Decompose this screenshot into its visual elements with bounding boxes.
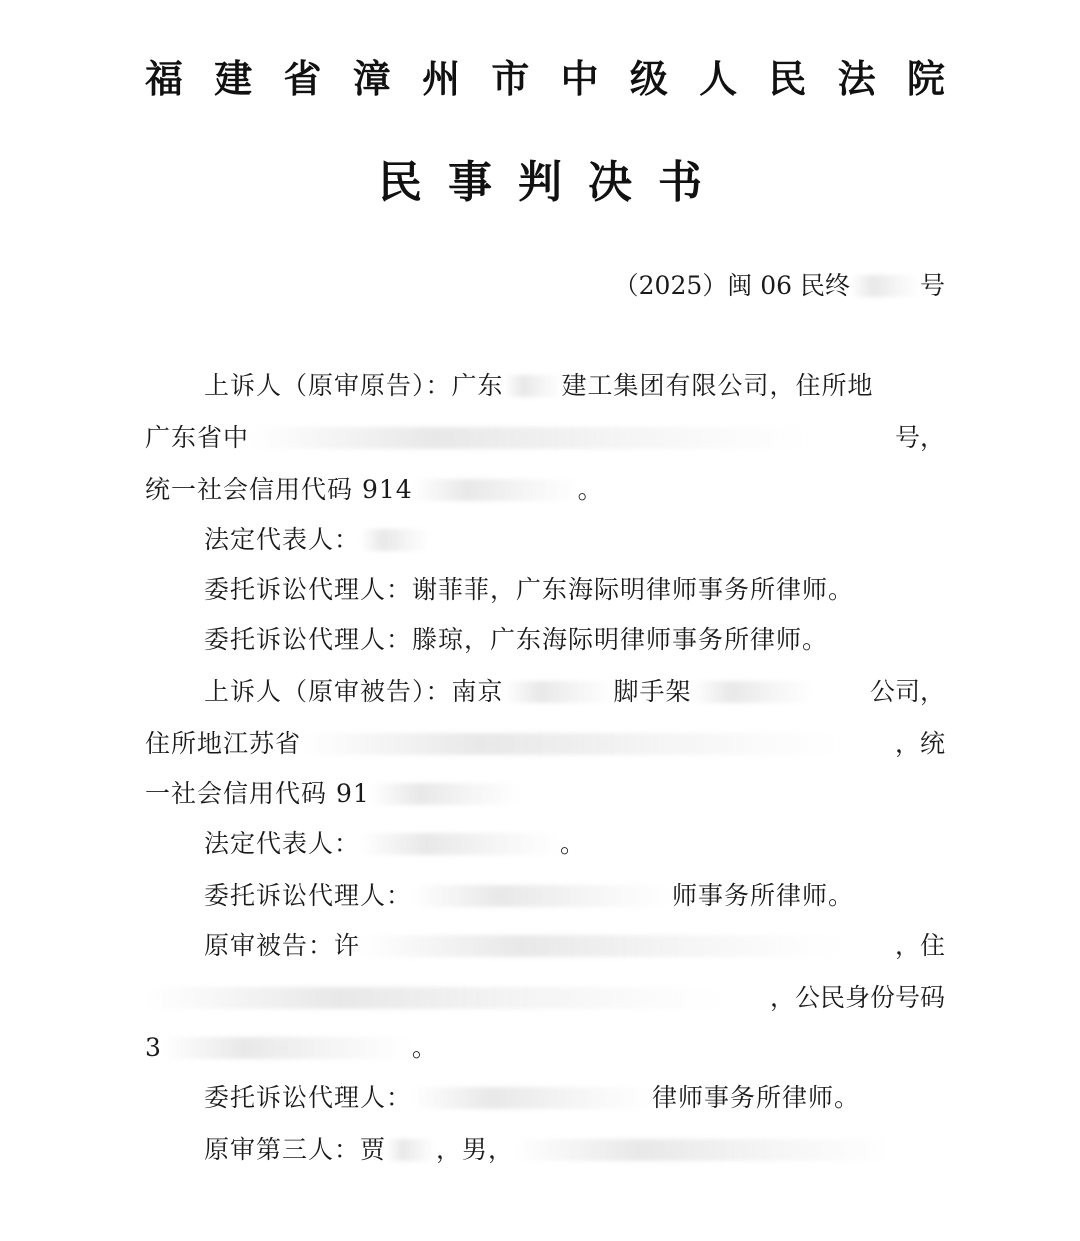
court-name	[145, 52, 945, 106]
court-char: 建	[214, 56, 253, 101]
redacted-region	[249, 427, 809, 449]
court-char: 州	[422, 56, 461, 101]
agent1-line: 委托诉讼代理人：谢菲菲，广东海际明律师事务所律师。	[204, 575, 855, 604]
third-party-line	[204, 1132, 894, 1168]
redacted-region	[412, 1087, 652, 1109]
redacted-region	[504, 375, 562, 397]
redacted-region	[162, 1037, 412, 1059]
redacted-region	[514, 1139, 894, 1161]
redacted-region	[692, 681, 812, 703]
court-char: 法	[837, 56, 876, 101]
redacted-region	[386, 1139, 436, 1161]
agent-label: 委托诉讼代理人：	[204, 881, 413, 910]
redacted-region	[360, 529, 430, 551]
legal-rep2-line	[204, 826, 586, 862]
punctuation: 。	[411, 1033, 438, 1062]
court-char: 省	[283, 56, 322, 101]
credit-code: 统一社会信用代码 914	[145, 475, 413, 504]
redacted-region	[504, 681, 614, 703]
party-name: 广东	[451, 371, 504, 400]
agent-firm: 律师事务所律师。	[652, 1083, 861, 1112]
redacted-region	[412, 885, 672, 907]
defendant-line3	[145, 1030, 438, 1066]
defendant-id-label: ，公民身份号码	[769, 983, 945, 1012]
agent-firm: 师事务所律师。	[672, 881, 855, 910]
court-char: 中	[560, 56, 599, 101]
redacted-region	[145, 987, 725, 1009]
appellant1-line2	[145, 420, 809, 456]
court-char: 人	[699, 56, 738, 101]
appellant2-line2-end: ，统	[894, 729, 945, 758]
court-char: 漳	[352, 56, 391, 101]
redacted-region	[850, 275, 920, 297]
legal-rep1-line	[204, 522, 430, 558]
punctuation: 。	[577, 475, 604, 504]
redacted-region	[370, 783, 520, 805]
case-number-suffix: 号	[919, 271, 945, 300]
party-address: 广东省中	[145, 423, 250, 452]
party-address: 住所地江苏省	[145, 729, 302, 758]
court-char: 福	[145, 56, 184, 101]
court-char: 级	[629, 56, 668, 101]
appellant1-line1	[204, 368, 874, 404]
legal-rep-label: 法定代表人：	[204, 525, 361, 554]
defendant-line1	[204, 928, 840, 964]
party-name: 建工集团有限公司，住所地	[561, 371, 874, 400]
appellant2-line1	[204, 674, 812, 710]
appellant1-line3	[145, 472, 604, 508]
agent3-line	[204, 878, 854, 914]
party-name: 脚手架	[613, 677, 692, 706]
court-char: 院	[906, 56, 945, 101]
appellant2-line1-end: 公司，	[869, 677, 945, 706]
redacted-region	[301, 733, 841, 755]
case-number	[614, 268, 945, 304]
redacted-region	[360, 935, 840, 957]
id-number: 3	[145, 1033, 162, 1062]
appellant2-line2	[145, 726, 841, 762]
defendant-line2	[145, 980, 725, 1016]
party-label: 原审被告：	[204, 931, 335, 960]
appellant2-line3	[145, 776, 520, 812]
agent4-line	[204, 1080, 860, 1116]
case-number-prefix: （2025）闽 06 民终	[613, 271, 850, 300]
document-title: 民事判决书	[378, 157, 728, 208]
court-char: 民	[768, 56, 807, 101]
party-label: 上诉人（原审被告）：	[204, 677, 452, 706]
appellant1-line2-end: 号，	[894, 423, 945, 452]
agent2-line: 委托诉讼代理人：滕琼，广东海际明律师事务所律师。	[204, 625, 829, 654]
defendant-line1-end: ，住	[894, 931, 945, 960]
party-label: 原审第三人：贾	[204, 1135, 387, 1164]
party-label: 上诉人（原审原告）：	[204, 371, 452, 400]
party-name: 南京	[451, 677, 504, 706]
credit-code: 一社会信用代码 91	[145, 779, 370, 808]
legal-rep-label: 法定代表人：	[204, 829, 361, 858]
punctuation: 。	[560, 829, 587, 858]
court-char: 市	[491, 56, 530, 101]
party-name: 许	[334, 931, 361, 960]
redacted-region	[413, 479, 578, 501]
agent-label: 委托诉讼代理人：	[204, 1083, 413, 1112]
redacted-region	[360, 833, 560, 855]
party-gender: ，男，	[436, 1135, 515, 1164]
